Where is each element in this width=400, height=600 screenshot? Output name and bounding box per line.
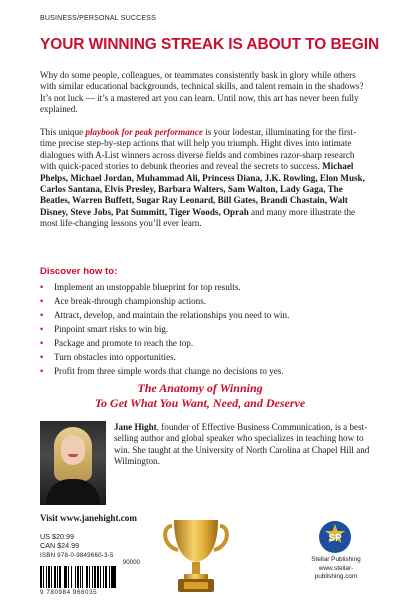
list-item-text: Package and promote to reach the top. bbox=[54, 337, 194, 348]
author-photo bbox=[40, 421, 106, 505]
barcode-bar bbox=[116, 566, 117, 588]
tagline-line-1: The Anatomy of Winning bbox=[137, 381, 263, 395]
category-label: BUSINESS/PERSONAL SUCCESS bbox=[40, 15, 156, 22]
list-item bbox=[40, 366, 370, 378]
description-emphasis: playbook for peak performance bbox=[85, 127, 203, 137]
discover-heading: Discover how to: bbox=[40, 266, 118, 277]
intro-paragraph: Why do some people, colleagues, or teammates consistently bask in glory while others with similar educational backgrounds, technical skills, and talent remain in the shadows? It’s not luck — it’s a mastered art you can learn. Until now, this art has never been fully explained. bbox=[40, 70, 364, 115]
author-smile bbox=[68, 454, 78, 457]
author-shoulders bbox=[46, 479, 100, 505]
list-item-text: Ace break-through championship actions. bbox=[54, 295, 207, 306]
trophy-icon bbox=[160, 516, 232, 596]
tagline bbox=[40, 381, 360, 410]
list-item-text: Pinpoint smart risks to win big. bbox=[54, 323, 169, 334]
bullet-icon: • bbox=[40, 323, 44, 334]
author-bio-text: , founder of Effective Business Communication, is a best-selling author and global speaker who specializes in teaching how to win. She taught at the University of North Carolina at Chapel Hill and Wilmington. bbox=[114, 422, 370, 467]
list-item-text: Profit from three simple words that change no decisions to yes. bbox=[54, 365, 284, 376]
bullet-icon: • bbox=[40, 365, 44, 376]
list-item-text: Turn obstacles into opportunities. bbox=[54, 351, 176, 362]
description-middle: is your lodestar, illuminating for the first-time precise step-by-step actions that will help you triumph. Hight dives into intimate dialogues with A-List winners across diverse fields and combines razor-sharp research with quick-paced stories to debunk theories and reveal the secrets to success. bbox=[40, 127, 357, 172]
list-item bbox=[40, 352, 370, 364]
price-can: CAN $24.99 bbox=[40, 541, 80, 550]
price-us: US $20.99 bbox=[40, 532, 74, 541]
description-tail: and many more illustrate the most life-changing lessons you’ll ever learn. bbox=[40, 206, 356, 229]
list-item-text: Implement an unstoppable blueprint for top results. bbox=[54, 282, 241, 292]
list-item bbox=[40, 296, 370, 308]
author-website-link[interactable]: www.janehight.com bbox=[60, 513, 137, 523]
barcode-price-code: 90000 bbox=[122, 559, 140, 566]
bullet-icon: • bbox=[40, 351, 44, 362]
author-face bbox=[61, 435, 85, 465]
list-item bbox=[40, 310, 370, 322]
list-item bbox=[40, 282, 370, 294]
featured-names: Michael Phelps, Michael Jordan, Muhammad Ali, Princess Diana, J.K. Rowling, Elon Musk, Carlos Santana, Elvis Presley, Barbara Walters, Sam Walton, Lady Gaga, The Beatles, Warren Buffett, Sugar Ray Leonard, Bill Gates, Brandi Chastain, Walt Disney, Steve Jobs, Pat Summitt, Tiger Woods, Oprah bbox=[40, 161, 365, 217]
barcode-bars bbox=[40, 566, 142, 588]
barcode-number: 9 780984 966035 bbox=[40, 589, 98, 596]
isbn-text: ISBN 978-0-9849660-3-5 bbox=[40, 552, 114, 559]
list-item-text: Attract, develop, and maintain the relationships you need to win. bbox=[54, 309, 290, 320]
bullet-icon: • bbox=[40, 282, 44, 292]
description-lead: This unique bbox=[40, 127, 86, 137]
discover-list bbox=[40, 282, 370, 380]
list-item bbox=[40, 338, 370, 350]
price-block bbox=[40, 532, 79, 550]
tagline-line-2: To Get What You Want, Need, and Deserve bbox=[94, 395, 306, 410]
list-item bbox=[40, 324, 370, 336]
publisher-logo-text: SP bbox=[328, 533, 342, 544]
visit-label: Visit bbox=[40, 513, 61, 523]
publisher-website[interactable]: www.stellar-publishing.com bbox=[314, 564, 358, 581]
author-bio bbox=[114, 422, 370, 468]
barcode bbox=[40, 552, 142, 596]
bullet-icon: • bbox=[40, 309, 44, 320]
headline: YOUR WINNING STREAK IS ABOUT TO BEGIN bbox=[40, 36, 380, 53]
author-name: Jane Hight bbox=[114, 422, 157, 432]
description-paragraph bbox=[40, 127, 370, 230]
bullet-icon: • bbox=[40, 295, 44, 306]
publisher-name: Stellar Publishing bbox=[311, 556, 361, 563]
author-website bbox=[40, 513, 137, 523]
publisher-block bbox=[300, 556, 372, 582]
bullet-icon: • bbox=[40, 337, 44, 348]
publisher-logo-icon bbox=[318, 520, 352, 554]
